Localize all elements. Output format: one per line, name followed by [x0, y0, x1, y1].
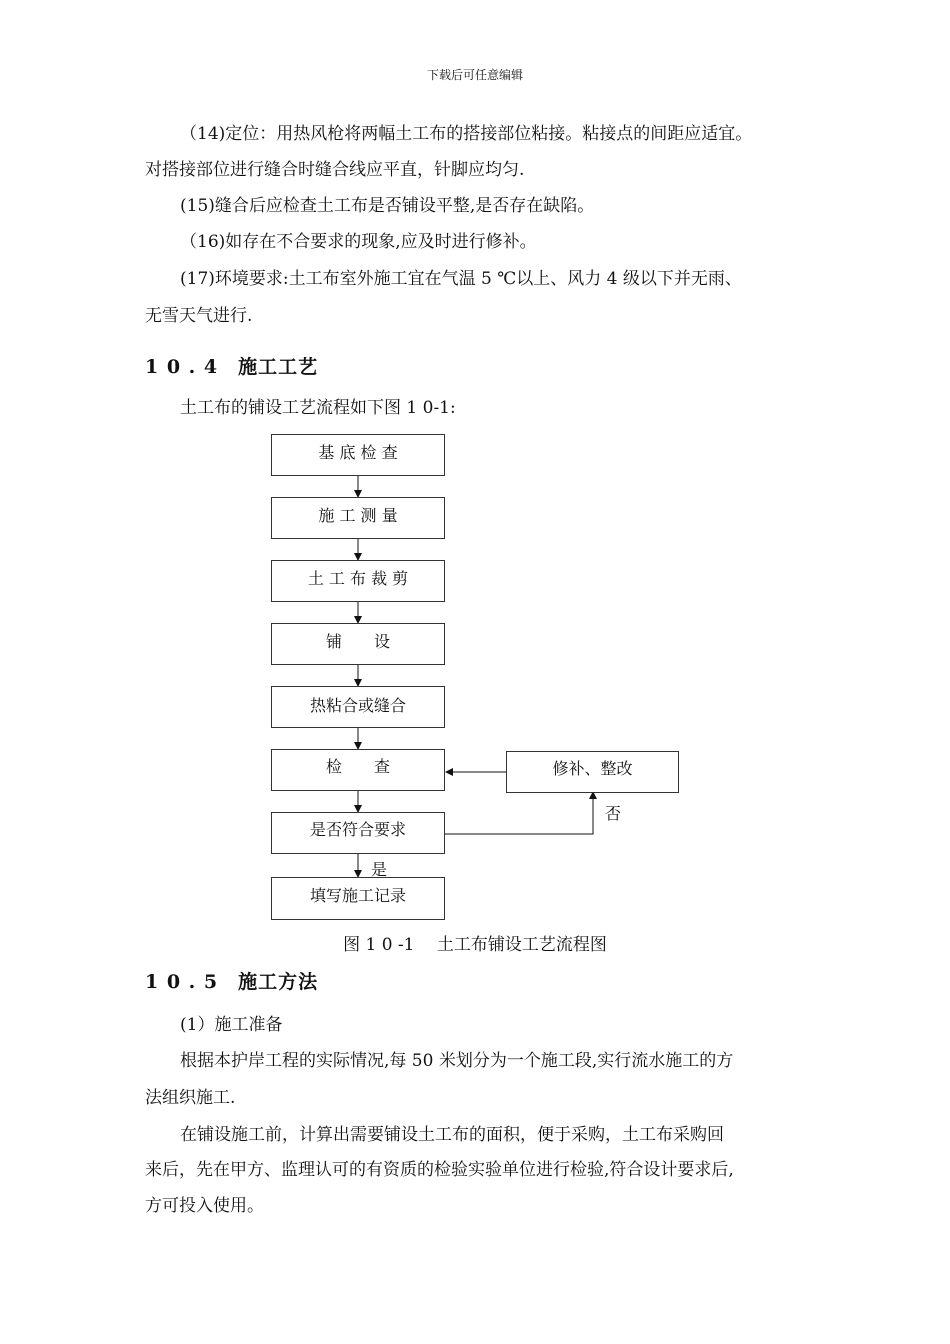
flow-step-survey: 施 工 测 量 [271, 497, 445, 539]
flow-step-join: 热粘合或缝合 [271, 686, 445, 728]
section-heading-10-4: 1 0 . 4 施工工艺 [145, 356, 319, 378]
method-line2: 法组织施工. [145, 1088, 236, 1108]
method-line5: 方可投入使用。 [145, 1196, 264, 1216]
paragraph-14-line1: （14)定位：用热风枪将两幅土工布的搭接部位粘接。粘接点的间距应适宜。 [180, 124, 753, 144]
flow-label-no: 否 [605, 804, 622, 823]
method-line4: 来后，先在甲方、监理认可的有资质的检验实验单位进行检验,符合设计要求后, [145, 1160, 734, 1180]
method-line1: 根据本护岸工程的实际情况,每 50 米划分为一个施工段,实行流水施工的方 [180, 1051, 734, 1071]
paragraph-17-line1: (17)环境要求:土工布室外施工宜在气温 5 ℃以上、风力 4 级以下并无雨、 [180, 269, 742, 289]
flow-step-record: 填写施工记录 [271, 877, 445, 920]
flow-step-base-check: 基 底 检 查 [271, 434, 445, 476]
paragraph-17-line2: 无雪天气进行. [145, 306, 253, 326]
figure-caption: 图 1 0 -1 土工布铺设工艺流程图 [343, 935, 607, 955]
flow-step-decision: 是否符合要求 [271, 812, 445, 854]
flow-step-lay: 铺 设 [271, 623, 445, 665]
paragraph-15: (15)缝合后应检查土工布是否铺设平整,是否存在缺陷。 [180, 196, 595, 216]
method-line3: 在铺设施工前，计算出需要铺设土工布的面积，便于采购，土工布采购回 [180, 1125, 724, 1145]
section-heading-10-5: 1 0 . 5 施工方法 [145, 971, 319, 993]
subheading-preparation: (1）施工准备 [180, 1015, 283, 1035]
arrow-no-to-repair [445, 792, 593, 834]
page-header: 下载后可任意编辑 [426, 68, 523, 82]
flow-step-inspect: 检 查 [271, 749, 445, 791]
flow-intro: 土工布的铺设工艺流程如下图 1 0-1: [180, 398, 456, 418]
flow-step-repair: 修补、整改 [506, 751, 679, 793]
flow-label-yes: 是 [371, 860, 388, 879]
flow-step-cut: 土 工 布 裁 剪 [271, 560, 445, 602]
paragraph-16: （16)如存在不合要求的现象,应及时进行修补。 [180, 232, 537, 252]
paragraph-14-line2: 对搭接部位进行缝合时缝合线应平直，针脚应均匀. [145, 160, 525, 180]
